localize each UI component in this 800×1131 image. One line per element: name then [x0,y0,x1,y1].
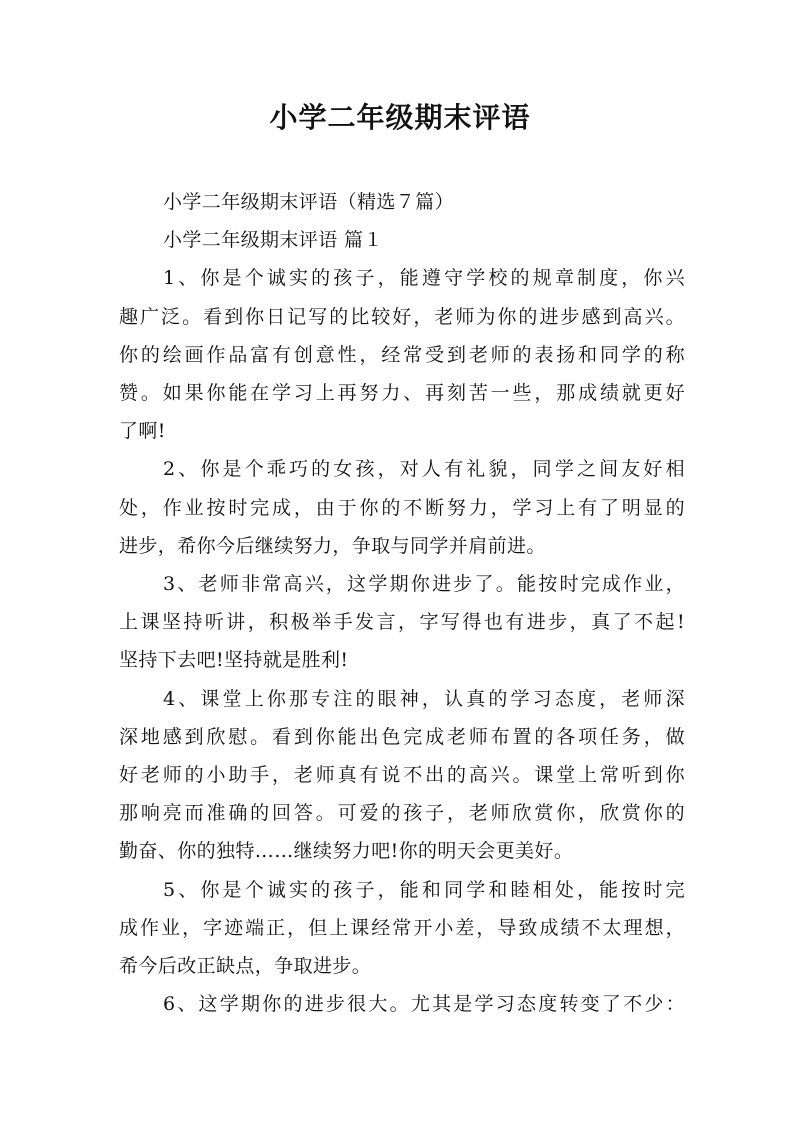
paragraph-1-line: 你的绘画作品富有创意性，经常受到老师的表扬和同学的称 [119,343,685,366]
paragraph-3-line: 坚持下去吧!坚持就是胜利! [119,649,349,672]
paragraph-1-line: 趣广泛。看到你日记写的比较好，老师为你的进步感到高兴。 [119,305,685,328]
paragraph-2-line: 2、你是个乖巧的女孩，对人有礼貌，同学之间友好相 [163,458,685,481]
document-body [119,183,685,1023]
paragraph-4-line: 深地感到欣慰。看到你能出色完成老师布置的各项任务，做 [119,725,685,748]
subtitle: 小学二年级期末评语（精选７篇） [163,191,455,213]
section-heading: 小学二年级期末评语 篇１ [163,229,383,252]
paragraph-3-line: 上课坚持听讲，积极举手发言，字写得也有进步，真了不起! [119,611,685,634]
paragraph-3-line: 3、老师非常高兴，这学期你进步了。能按时完成作业， [163,573,685,596]
paragraph-1-line: 了啊! [119,420,166,443]
paragraph-4-line: 好老师的小助手，老师真有说不出的高兴。课堂上常听到你 [119,764,685,787]
paragraph-1-line: 1、你是个诚实的孩子，能遵守学校的规章制度，你兴 [163,267,685,290]
paragraph-2-line: 进步，希你今后继续努力，争取与同学并肩前进。 [119,534,546,557]
paragraph-5-line: 5、你是个诚实的孩子，能和同学和睦相处，能按时完 [163,878,685,901]
paragraph-6-line: 6、这学期你的进步很大。尤其是学习态度转变了不少： [163,993,685,1016]
paragraph-1-line: 赞。如果你能在学习上再努力、再刻苦一些，那成绩就更好 [119,382,685,405]
paragraph-5-line: 希今后改正缺点，争取进步。 [119,955,372,978]
paragraph-2-line: 处，作业按时完成，由于你的不断努力，学习上有了明显的 [119,496,685,519]
page-title: 小学二年级期末评语 [269,101,531,134]
paragraph-4-line: 4、课堂上你那专注的眼神，认真的学习态度，老师深 [163,687,685,710]
paragraph-4-line: 勤奋、你的独特……继续努力吧!你的明天会更美好。 [119,840,574,863]
paragraph-5-line: 成作业，字迹端正，但上课经常开小差，导致成绩不太理想， [119,916,685,939]
paragraph-4-line: 那响亮而准确的回答。可爱的孩子，老师欣赏你，欣赏你的 [119,802,685,825]
